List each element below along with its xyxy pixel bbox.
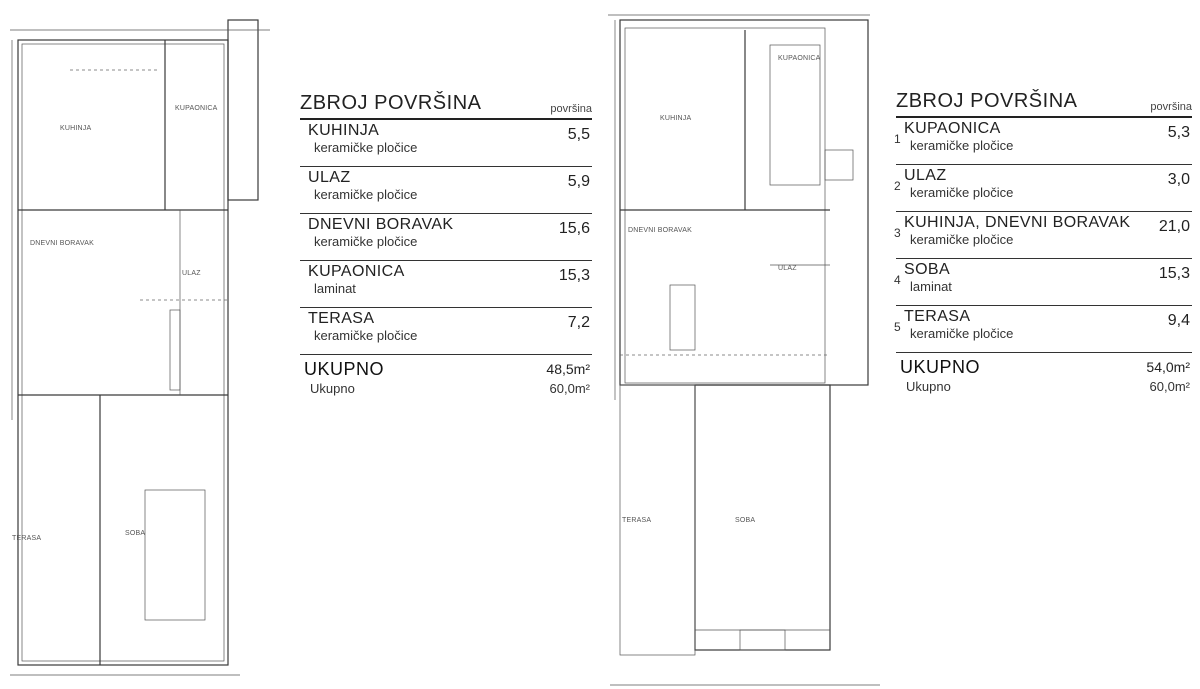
floor-material: keramičke pločice bbox=[910, 326, 1014, 341]
table-row bbox=[300, 214, 592, 261]
room-area: 5,5 bbox=[567, 126, 590, 143]
total-value-secondary: 60,0m² bbox=[1149, 379, 1190, 394]
table-total bbox=[896, 357, 1192, 403]
room-label: DNEVNI BORAVAK bbox=[628, 227, 692, 234]
table-header bbox=[300, 92, 592, 120]
room-label: KUPAONICA bbox=[175, 105, 218, 112]
row-number: 2 bbox=[894, 179, 901, 193]
table-unit-header: površina bbox=[550, 103, 592, 115]
room-area: 5,3 bbox=[1167, 124, 1190, 141]
table-row bbox=[896, 259, 1192, 306]
room-label: SOBA bbox=[735, 517, 756, 524]
room-name: ULAZ bbox=[904, 167, 947, 184]
room-label: KUHINJA bbox=[660, 115, 692, 122]
floor-material: keramičke pločice bbox=[910, 185, 1014, 200]
room-name: DNEVNI BORAVAK bbox=[308, 216, 454, 233]
total-label: UKUPNO bbox=[304, 359, 385, 379]
plan-left-walls bbox=[10, 20, 270, 675]
table-row bbox=[896, 165, 1192, 212]
area-table-left bbox=[300, 92, 592, 405]
total-sublabel: Ukupno bbox=[310, 381, 355, 396]
plan-right-walls bbox=[608, 15, 880, 685]
room-name: KUHINJA bbox=[308, 122, 380, 139]
row-number: 4 bbox=[894, 273, 901, 287]
floor-material: keramičke pločice bbox=[314, 187, 418, 202]
table-row bbox=[896, 306, 1192, 353]
table-row bbox=[300, 308, 592, 355]
room-area: 7,2 bbox=[567, 314, 590, 331]
floor-material: laminat bbox=[910, 279, 952, 294]
floor-material: keramičke pločice bbox=[910, 232, 1014, 247]
table-row bbox=[896, 118, 1192, 165]
room-label: ULAZ bbox=[778, 265, 797, 272]
table-title: ZBROJ POVRŠINA bbox=[300, 92, 482, 114]
room-area: 15,3 bbox=[558, 267, 590, 284]
table-row bbox=[300, 167, 592, 214]
room-name: KUPAONICA bbox=[904, 120, 1001, 137]
room-area: 9,4 bbox=[1167, 312, 1190, 329]
room-name: TERASA bbox=[308, 310, 375, 327]
floor-material: laminat bbox=[314, 281, 356, 296]
floor-plan-right bbox=[600, 0, 880, 689]
floor-material: keramičke pločice bbox=[314, 234, 418, 249]
total-value: 54,0m² bbox=[1146, 359, 1190, 375]
table-unit-header: površina bbox=[1150, 101, 1192, 113]
room-label: SOBA bbox=[125, 530, 146, 537]
table-total bbox=[300, 359, 592, 405]
room-label: ULAZ bbox=[182, 270, 201, 277]
room-area: 5,9 bbox=[567, 173, 590, 190]
room-label: KUHINJA bbox=[60, 125, 92, 132]
table-header bbox=[896, 90, 1192, 118]
floor-material: keramičke pločice bbox=[910, 138, 1014, 153]
total-sublabel: Ukupno bbox=[906, 379, 951, 394]
floor-material: keramičke pločice bbox=[314, 328, 418, 343]
row-number: 5 bbox=[894, 320, 901, 334]
table-row bbox=[300, 261, 592, 308]
table-row bbox=[896, 212, 1192, 259]
room-area: 21,0 bbox=[1158, 218, 1190, 235]
room-area: 15,3 bbox=[1158, 265, 1190, 282]
total-value: 48,5m² bbox=[546, 361, 590, 377]
room-name: SOBA bbox=[904, 261, 951, 278]
table-title: ZBROJ POVRŠINA bbox=[896, 90, 1078, 112]
total-label: UKUPNO bbox=[900, 357, 981, 377]
row-number: 1 bbox=[894, 132, 901, 146]
room-label: TERASA bbox=[12, 535, 42, 542]
floor-material: keramičke pločice bbox=[314, 140, 418, 155]
table-row bbox=[300, 120, 592, 167]
room-area: 15,6 bbox=[558, 220, 590, 237]
floor-plan-left bbox=[0, 0, 280, 689]
room-area: 3,0 bbox=[1167, 171, 1190, 188]
room-label: KUPAONICA bbox=[778, 55, 821, 62]
total-value-secondary: 60,0m² bbox=[549, 381, 590, 396]
room-label: TERASA bbox=[622, 517, 652, 524]
room-name: TERASA bbox=[904, 308, 971, 325]
row-number: 3 bbox=[894, 226, 901, 240]
area-table-right bbox=[896, 90, 1192, 403]
room-name: ULAZ bbox=[308, 169, 351, 186]
room-name: KUPAONICA bbox=[308, 263, 405, 280]
room-name: KUHINJA, DNEVNI BORAVAK bbox=[904, 214, 1131, 231]
room-label: DNEVNI BORAVAK bbox=[30, 240, 94, 247]
